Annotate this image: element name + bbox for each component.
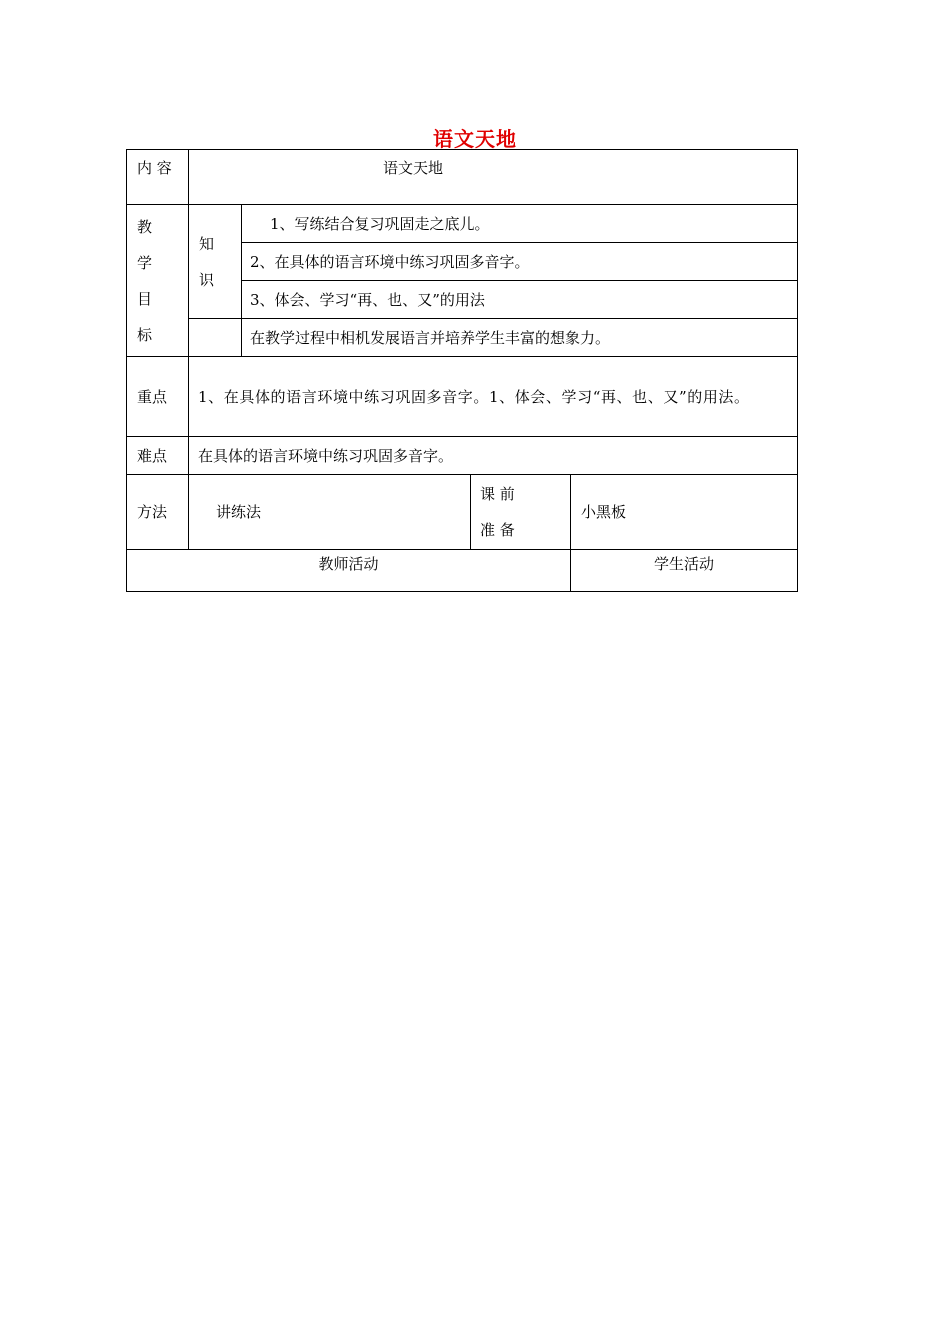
activity-header-row [127, 550, 798, 592]
goals-label-char-3: 目 [137, 289, 153, 308]
content-row [127, 150, 798, 205]
prep-label-line-1: 课 前 [480, 485, 515, 503]
goals-label-char-2: 学 [137, 253, 153, 272]
knowledge-label-char-1: 知 [199, 234, 215, 253]
difficulty-row [127, 437, 798, 475]
goal-row-4 [127, 319, 798, 357]
goals-label [127, 205, 189, 357]
goal-row-1 [127, 205, 798, 243]
method-row [127, 475, 798, 550]
lesson-plan-table [126, 149, 798, 592]
key-points-label: 重点 [127, 357, 189, 437]
content-value-text: 语文天地 [383, 159, 444, 177]
knowledge-label [189, 205, 242, 319]
content-value [189, 150, 798, 205]
method-label: 方法 [127, 475, 189, 550]
difficulty-label: 难点 [127, 437, 189, 475]
student-activity-header: 学生活动 [571, 550, 798, 592]
goals-label-char-4: 标 [137, 325, 153, 344]
method-value: 讲练法 [189, 475, 471, 550]
content-label: 内 容 [127, 150, 189, 205]
page-title: 语文天地 [433, 127, 517, 151]
knowledge-label-char-2: 识 [199, 270, 215, 289]
goal-empty-cell [189, 319, 242, 357]
prep-label [471, 475, 571, 550]
prep-value: 小黑板 [571, 475, 798, 550]
difficulty-value: 在具体的语言环境中练习巩固多音字。 [189, 437, 798, 475]
goal-item-2: 2、在具体的语言环境中练习巩固多音字。 [242, 243, 798, 281]
goal-item-3: 3、体会、学习“再、也、又”的用法 [242, 281, 798, 319]
goal-item-1: 1、写练结合复习巩固走之底儿。 [242, 205, 798, 243]
key-points-row [127, 357, 798, 437]
goal-item-4: 在教学过程中相机发展语言并培养学生丰富的想象力。 [242, 319, 798, 357]
key-points-value: 1、在具体的语言环境中练习巩固多音字。1、体会、学习“再、也、又”的用法。 [189, 357, 798, 437]
prep-label-line-2: 准 备 [480, 521, 515, 539]
goals-label-char-1: 教 [137, 217, 153, 236]
teacher-activity-header: 教师活动 [127, 550, 571, 592]
